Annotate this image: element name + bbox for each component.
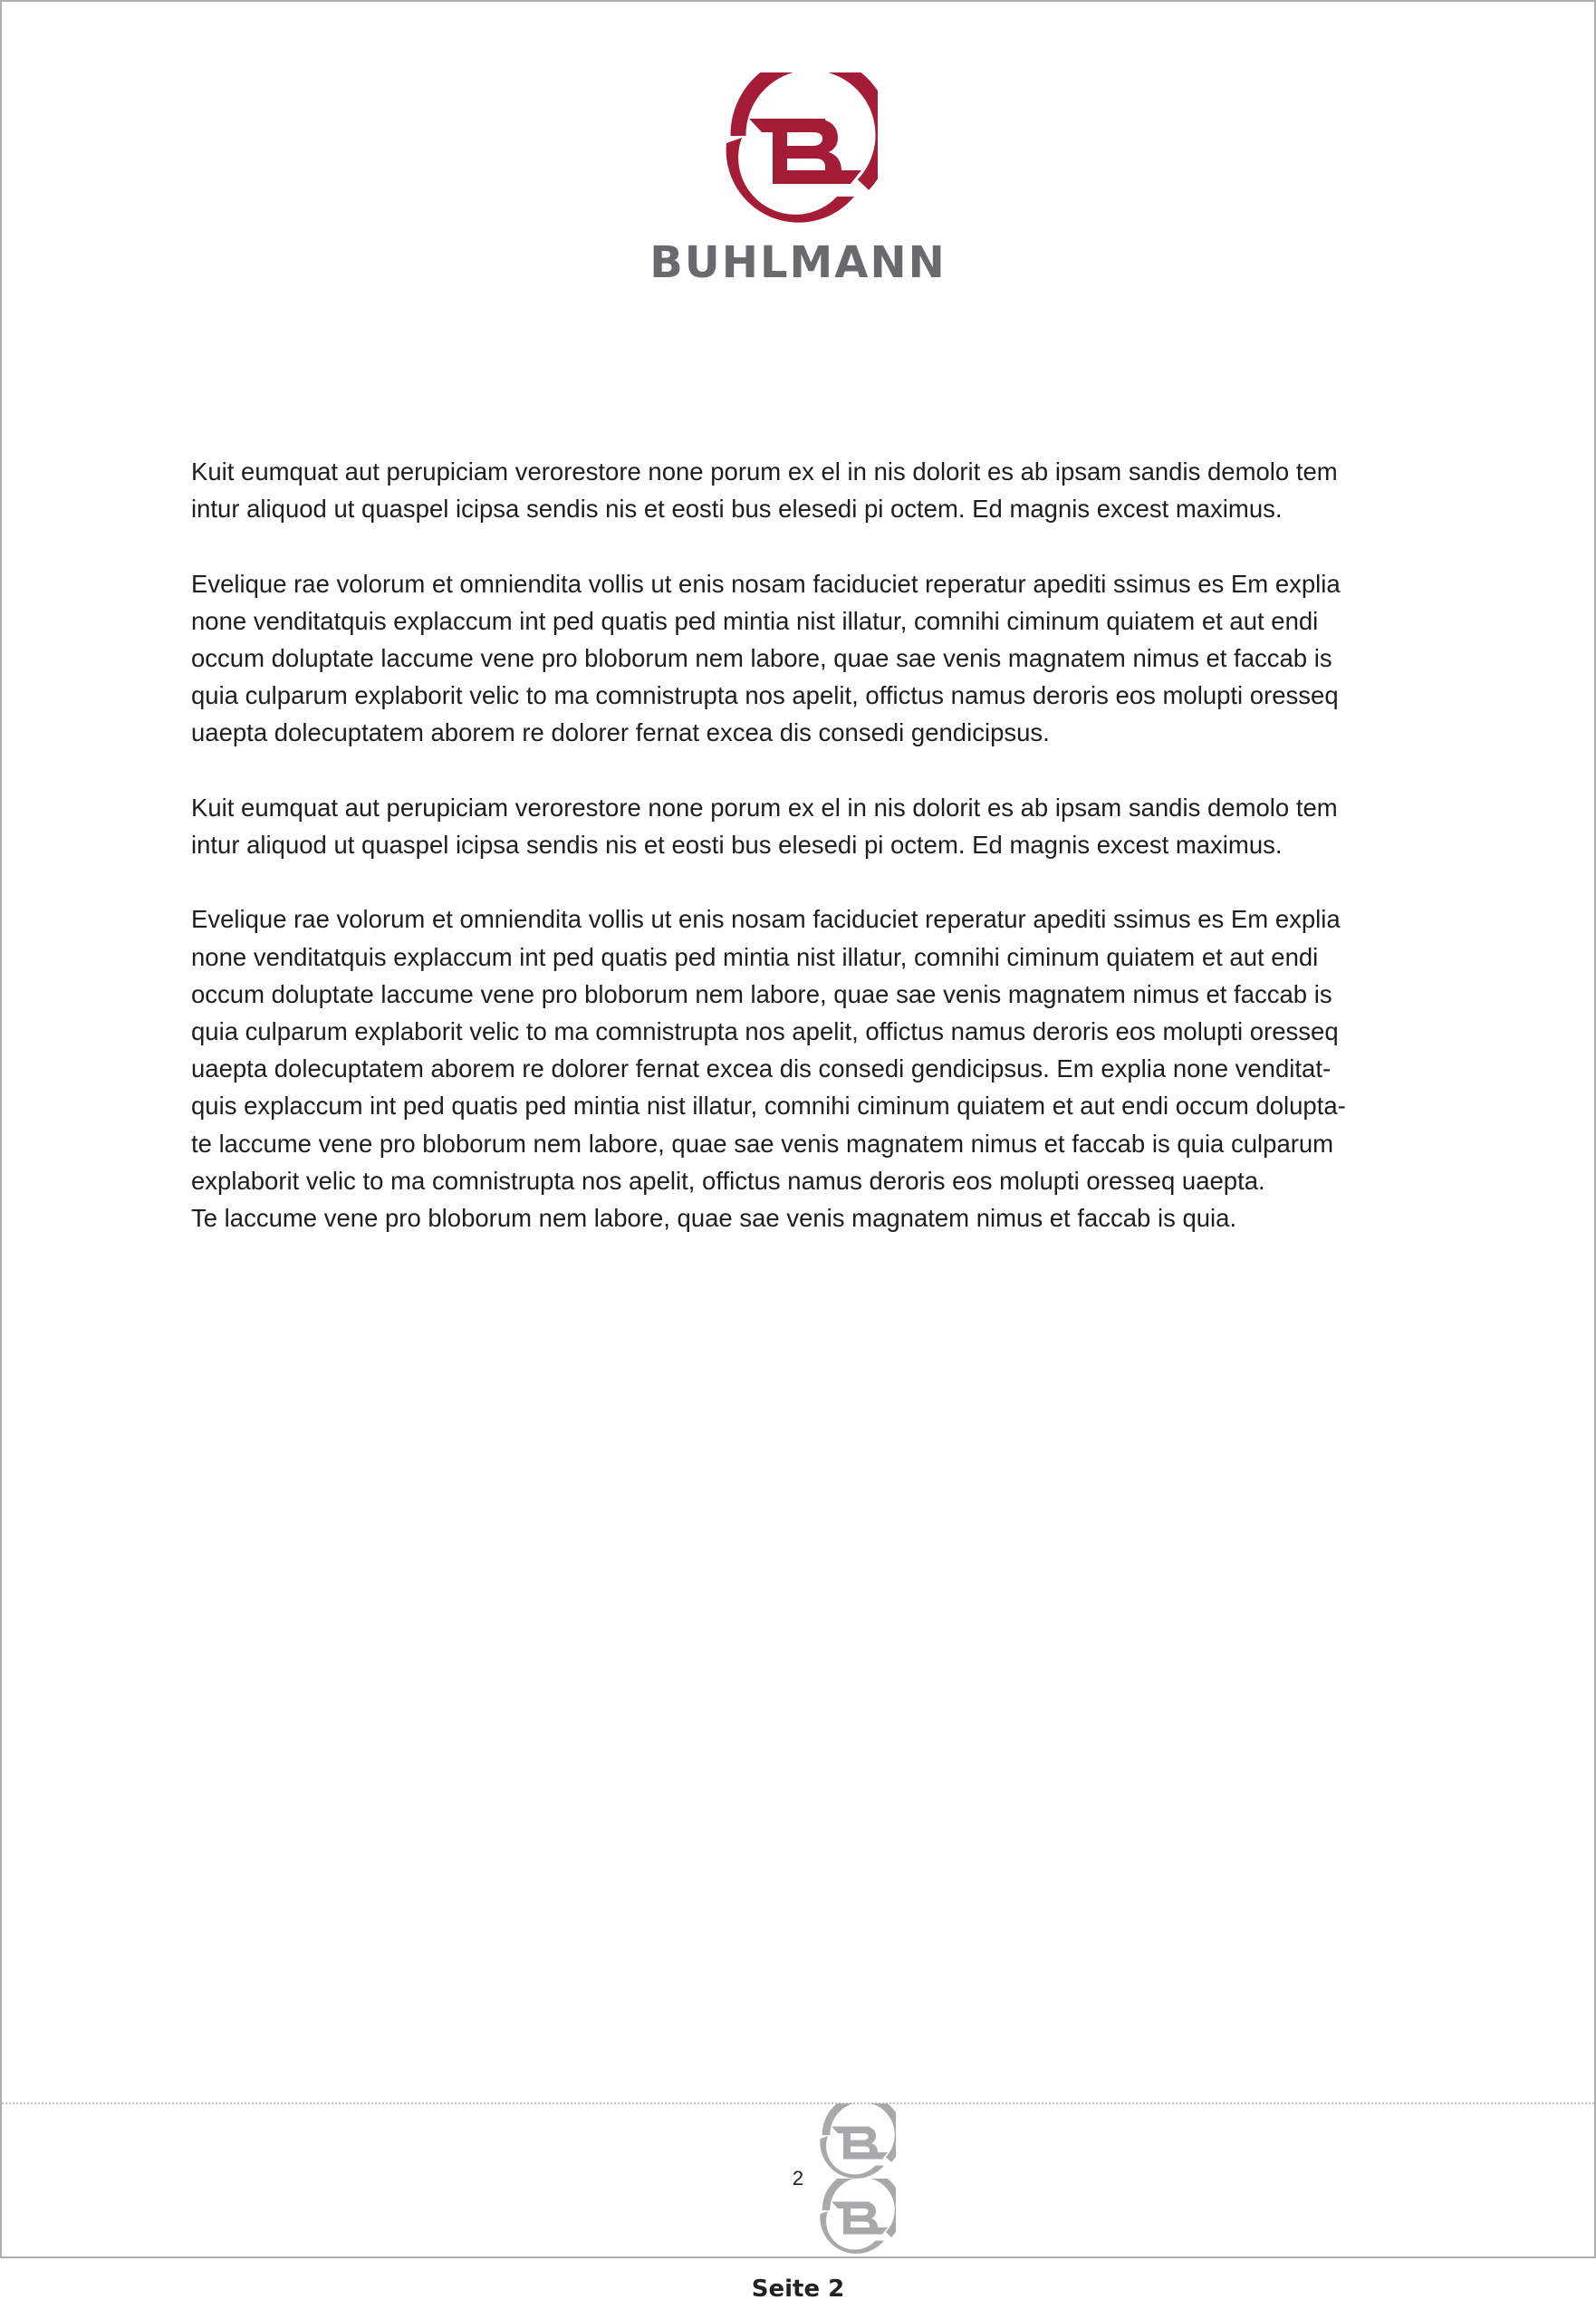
paragraph-1 [191, 453, 1459, 527]
header-logo [0, 0, 1596, 299]
page-label: Seite 2 [751, 2276, 845, 2303]
brand-wordmark: BUHLMANN [649, 237, 947, 288]
paragraph-2 [191, 565, 1459, 752]
paragraph-3 [191, 789, 1459, 863]
text-line: occum doluptate laccume vene pro bloborum nem labore, quae sae venis magnatem nimus et faccab is [191, 979, 1332, 1008]
text-line: Te laccume vene pro bloborum nem labore, quae sae venis magnatem nimus et faccab is quia. [191, 1204, 1237, 1233]
text-line: Kuit eumquat aut perupiciam verorestore none porum ex el in nis dolorit es ab ipsam sandis demolo tem [191, 457, 1338, 486]
buhlmann-logo-icon [718, 72, 878, 232]
text-line: quis explaccum int ped quatis ped mintia nist illatur, comnihi ciminum quiatem et aut endi occum dolupta- [191, 1092, 1346, 1121]
page-number: 2 [792, 2167, 804, 2189]
footer-dotted-divider [2, 2102, 1594, 2104]
paragraph-4 [191, 900, 1459, 1236]
text-line: Evelique rae volorum et omniendita vollis ut enis nosam faciduciet reperatur apediti ssimus es Em explia [191, 569, 1341, 598]
text-line: intur aliquod ut quaspel icipsa sendis nis et eosti bus elesedi pi octem. Ed magnis excest maximus. [191, 831, 1283, 859]
buhlmann-logo-icon-gray [816, 2179, 896, 2258]
text-line: intur aliquod ut quaspel icipsa sendis nis et eosti bus elesedi pi octem. Ed magnis excest maximus. [191, 495, 1283, 524]
text-line: quia culparum explaborit velic to ma comnistrupta nos apelit, offictus namus deroris eos molupti oresseq [191, 1017, 1339, 1045]
letter-body [191, 453, 1459, 1274]
text-line: Evelique rae volorum et omniendita vollis ut enis nosam faciduciet reperatur apediti ssimus es Em explia [191, 905, 1341, 934]
text-line: uaepta dolecuptatem aborem re dolorer fernat excea dis consedi gendicipsus. [191, 718, 1050, 747]
text-line: quia culparum explaborit velic to ma comnistrupta nos apelit, offictus namus deroris eos molupti oresseq [191, 681, 1339, 710]
buhlmann-logo-icon-gray [816, 2103, 896, 2183]
text-line: uaepta dolecuptatem aborem re dolorer fernat excea dis consedi gendicipsus. Em explia none venditat- [191, 1054, 1332, 1083]
text-line: none venditatquis explaccum int ped quatis ped mintia nist illatur, comnihi ciminum quiatem et aut endi [191, 942, 1319, 971]
text-line: Kuit eumquat aut perupiciam verorestore none porum ex el in nis dolorit es ab ipsam sandis demolo tem [191, 793, 1338, 822]
text-line: explaborit velic to ma comnistrupta nos apelit, offictus namus deroris eos molupti oresseq uaepta. [191, 1166, 1265, 1195]
text-line: none venditatquis explaccum int ped quatis ped mintia nist illatur, comnihi ciminum quiatem et aut endi [191, 606, 1319, 635]
text-line: occum doluptate laccume vene pro bloborum nem labore, quae sae venis magnatem nimus et faccab is [191, 644, 1332, 672]
text-line: te laccume vene pro bloborum nem labore, quae sae venis magnatem nimus et faccab is quia culparum [191, 1129, 1334, 1158]
